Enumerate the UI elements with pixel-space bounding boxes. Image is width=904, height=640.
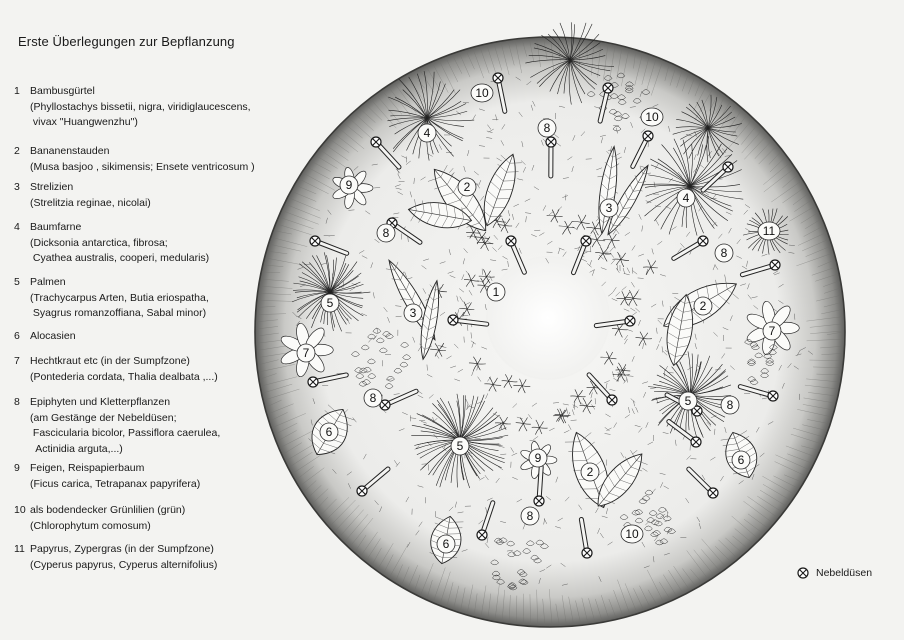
mist-nozzle-icon	[357, 486, 367, 496]
mist-nozzle-icon	[698, 236, 708, 246]
mist-nozzle-icon	[448, 315, 458, 325]
legend-number: 2	[14, 145, 20, 157]
legend-number: 4	[14, 221, 20, 233]
legend-number: 6	[14, 330, 20, 342]
legend-number: 1	[14, 85, 20, 97]
legend-species: (Musa basjoo , sikimensis; Ensete ventricosum )	[30, 160, 255, 173]
legend-species: vivax "Huangwenzhu")	[30, 116, 138, 128]
legend-common-name: als bodendecker Grünlilien (grün)	[30, 504, 186, 516]
plant-number-text: 2	[699, 299, 707, 313]
mist-nozzle-icon	[506, 236, 516, 246]
legend-species: (Chlorophytum comosum)	[30, 519, 151, 532]
plant-number-4	[418, 124, 436, 142]
plant-number-text: 8	[382, 226, 390, 240]
legend-common-name: Epiphyten und Kletterpflanzen	[30, 396, 171, 408]
mist-nozzle-icon	[310, 236, 320, 246]
plant-number-text: 10	[645, 110, 659, 124]
plant-number-5	[321, 294, 339, 312]
legend-species: Fascicularia bicolor, Passiflora caerulea,	[30, 427, 221, 439]
plant-number-8	[715, 244, 733, 262]
plant-number-text: 10	[475, 86, 489, 100]
legend-common-name: Feigen, Reispapierbaum	[30, 462, 145, 474]
legend-species: Syagrus romanzoffiana, Sabal minor)	[30, 307, 207, 319]
plant-number-text: 7	[302, 346, 310, 360]
mist-nozzle-icon	[643, 131, 653, 141]
plant-number-2	[458, 178, 476, 196]
plant-number-8	[538, 119, 556, 137]
legend-common-name: Palmen	[30, 276, 66, 288]
legend-species: (Dicksonia antarctica, fibrosa;	[30, 236, 168, 249]
plant-number-text: 8	[369, 391, 377, 405]
plant-number-10	[621, 525, 643, 543]
plant-number-text: 9	[345, 178, 353, 192]
mist-nozzle-icon	[796, 566, 810, 580]
legend-species: (Cyperus papyrus, Cyperus alternifolius)	[30, 558, 218, 571]
plant-number-8	[721, 396, 739, 414]
plant-number-5	[451, 437, 469, 455]
legend-common-name: Alocasien	[30, 330, 76, 342]
legend-common-name: Bananenstauden	[30, 145, 110, 157]
mist-nozzle-icon	[625, 316, 635, 326]
legend-common-name: Strelizien	[30, 181, 74, 193]
plant-number-2	[694, 297, 712, 315]
plant-number-9	[340, 176, 358, 194]
legend-common-name: Baumfarne	[30, 221, 82, 233]
plant-number-text: 5	[326, 296, 334, 310]
legend-species: (am Gestänge der Nebeldüsen;	[30, 411, 177, 424]
mist-nozzle-icon	[582, 548, 592, 558]
plant-number-text: 4	[682, 191, 690, 205]
legend-species: (Trachycarpus Arten, Butia eriospatha,	[30, 291, 209, 304]
plant-number-text: 1	[492, 285, 500, 299]
plant-number-1	[487, 283, 505, 301]
plant-number-text: 10	[625, 527, 639, 541]
mist-nozzle-icon	[770, 260, 780, 270]
nozzle-legend-label: Nebeldüsen	[816, 567, 873, 579]
plant-number-9	[529, 449, 547, 467]
plant-number-4	[677, 189, 695, 207]
mist-nozzle-icon	[534, 496, 544, 506]
plant-number-5	[679, 392, 697, 410]
plant-number-text: 8	[720, 246, 728, 260]
legend-number: 3	[14, 181, 20, 193]
page-title: Erste Überlegungen zur Bepflanzung	[18, 34, 235, 49]
plant-number-10	[471, 84, 493, 102]
plant-number-3	[404, 304, 422, 322]
legend-common-name: Bambusgürtel	[30, 85, 95, 97]
mist-nozzle-icon	[308, 377, 318, 387]
plant-number-text: 11	[762, 224, 776, 238]
nozzle-legend	[796, 566, 872, 580]
legend-species: (Pontederia cordata, Thalia dealbata ,...)	[30, 370, 218, 383]
legend-number: 10	[14, 504, 26, 516]
mist-nozzle-icon	[546, 137, 556, 147]
plant-number-text: 2	[586, 465, 594, 479]
plant-number-text: 8	[543, 121, 551, 135]
legend-common-name: Papyrus, Zypergras (in der Sumpfzone)	[30, 543, 214, 555]
legend-number: 8	[14, 396, 20, 408]
plant-number-text: 3	[605, 201, 613, 215]
plant-number-2	[581, 463, 599, 481]
legend-number: 7	[14, 355, 20, 367]
plant-number-3	[600, 199, 618, 217]
plant-number-text: 8	[726, 398, 734, 412]
plant-number-6	[320, 423, 338, 441]
mist-nozzle-icon	[691, 437, 701, 447]
legend-species: (Strelitzia reginae, nicolai)	[30, 196, 151, 209]
plant-number-8	[364, 389, 382, 407]
mist-nozzle-icon	[493, 73, 503, 83]
plant-number-6	[437, 535, 455, 553]
central-clearing	[486, 256, 610, 380]
plant-number-text: 7	[768, 324, 776, 338]
legend-number: 11	[14, 543, 25, 555]
mist-nozzle-icon	[723, 162, 733, 172]
plant-number-text: 3	[409, 306, 417, 320]
mist-nozzle-icon	[371, 137, 381, 147]
legend-common-name: Hechtkraut etc (in der Sumpfzone)	[30, 355, 190, 367]
legend-species: (Ficus carica, Tetrapanax papyrifera)	[30, 477, 201, 490]
plant-number-11	[758, 222, 780, 240]
legend-species: Actinidia arguta,...)	[30, 442, 123, 455]
legend-species: (Phyllostachys bissetii, nigra, viridiglaucescens,	[30, 100, 251, 113]
plant-number-7	[763, 322, 781, 340]
plant-number-8	[377, 224, 395, 242]
plant-number-text: 6	[737, 453, 745, 467]
mist-nozzle-icon	[477, 530, 487, 540]
plant-number-6	[732, 451, 750, 469]
plant-number-text: 2	[463, 180, 471, 194]
legend-number: 9	[14, 462, 20, 474]
plant-number-text: 5	[456, 439, 464, 453]
plant-number-text: 4	[423, 126, 431, 140]
mist-nozzle-icon	[708, 488, 718, 498]
legend-species: Cyathea australis, cooperi, medularis)	[30, 252, 210, 264]
plant-number-text: 5	[684, 394, 692, 408]
plant-number-7	[297, 344, 315, 362]
plant-number-text: 6	[325, 425, 333, 439]
plant-number-text: 8	[526, 509, 534, 523]
legend-number: 5	[14, 276, 20, 288]
plant-number-10	[641, 108, 663, 126]
mist-nozzle-icon	[581, 236, 591, 246]
mist-nozzle-icon	[603, 83, 613, 93]
plant-number-text: 9	[534, 451, 542, 465]
plant-number-text: 6	[442, 537, 450, 551]
mist-nozzle-icon	[607, 395, 617, 405]
mist-nozzle-icon	[768, 391, 778, 401]
plant-number-8	[521, 507, 539, 525]
